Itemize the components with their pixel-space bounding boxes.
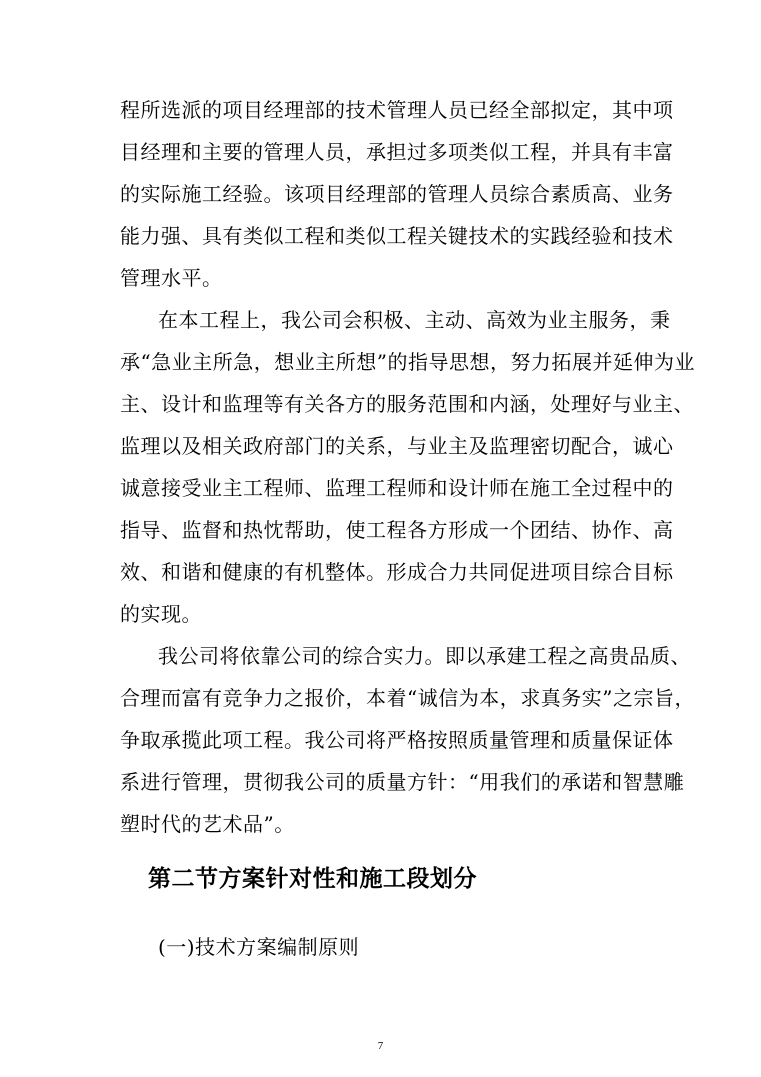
paragraph-1-line-3: 的实际施工经验。该项目经理部的管理人员综合素质高、业务: [120, 182, 674, 206]
paragraph-2-line-6: 指导、监督和热忱帮助，使工程各方形成一个团结、协作、高: [120, 518, 674, 542]
paragraph-2-line-7: 效、和谐和健康的有机整体。形成合力共同促进项目综合目标: [120, 560, 674, 584]
paragraph-2-line-4: 监理以及相关政府部门的关系，与业主及监理密切配合，诚心: [120, 434, 674, 458]
paragraph-2-line-2: 承“急业主所急，想业主所想”的指导思想，努力拓展并延伸为业: [120, 350, 695, 374]
section-heading: 第二节方案针对性和施工段划分: [148, 865, 477, 892]
paragraph-2-line-1: 在本工程上，我公司会积极、主动、高效为业主服务，秉: [158, 308, 671, 332]
paragraph-2-line-5: 诚意接受业主工程师、监理工程师和设计师在施工全过程中的: [120, 476, 674, 500]
paragraph-1-line-2: 目经理和主要的管理人员，承担过多项类似工程，并具有丰富: [120, 140, 674, 164]
paragraph-1-line-5: 管理水平。: [120, 266, 223, 290]
paragraph-2-line-3: 主、设计和监理等有关各方的服务范围和内涵，处理好与业主、: [120, 392, 694, 416]
paragraph-1-line-1: 程所选派的项目经理部的技术管理人员已经全部拟定，其中项: [120, 98, 674, 122]
page-number: 7: [377, 1040, 384, 1052]
paragraph-3-line-1: 我公司将依靠公司的综合实力。即以承建工程之高贵品质、: [158, 644, 691, 668]
paragraph-1-line-4: 能力强、具有类似工程和类似工程关键技术的实践经验和技术: [120, 224, 674, 248]
paragraph-3-line-3: 争取承揽此项工程。我公司将严格按照质量管理和质量保证体: [120, 728, 674, 752]
paragraph-3-line-5: 塑时代的艺术品”。: [120, 812, 295, 836]
paragraph-3-line-4: 系进行管理，贯彻我公司的质量方针：“用我们的承诺和智慧雕: [120, 770, 685, 794]
paragraph-2-line-8: 的实现。: [120, 602, 202, 626]
paragraph-3-line-2: 合理而富有竞争力之报价，本着“诚信为本，求真务实”之宗旨，: [120, 686, 695, 710]
subsection-heading: (一)技术方案编制原则: [158, 935, 360, 959]
